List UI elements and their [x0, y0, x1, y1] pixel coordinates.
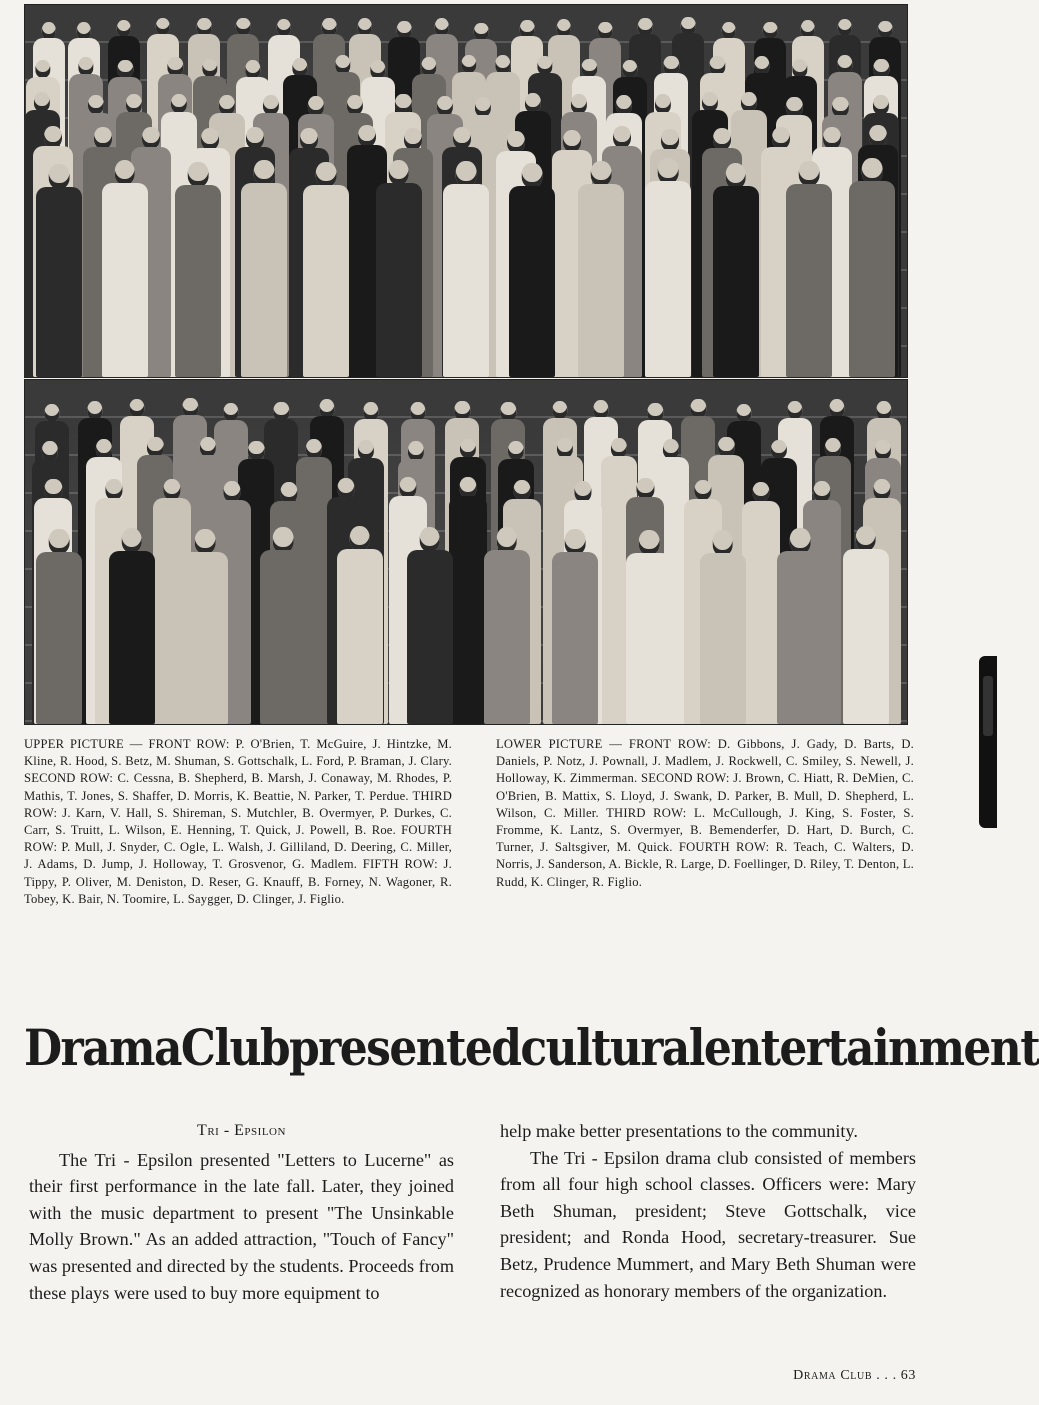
article-column-left [29, 1118, 454, 1306]
headline-word: entertainment [703, 1020, 1039, 1078]
lower-picture-caption: LOWER PICTURE — FRONT ROW: D. Gibbons, J. Gady, D. Barts, D. Daniels, P. Notz, J. Pownall, J. Madlem, J. Rockwell, C. Smiley, S. Newell, J. Holloway, K. Zimmerman. SECOND ROW: J. Brown, C. Hiatt, R. DeMien, C. O'Brien, B. Mattix, S. Lloyd, J. Swank, D. Parker, B. Mull, D. Shepherd, L. Wilson, C. Miller. THIRD ROW: L. McCullough, J. King, S. Foster, S. Fromme, K. Lantz, S. Overmyer, B. Bemenderfer, D. Hart, D. Burch, C. Turner, J. Saltsgiver, M. Quick. FOURTH ROW: R. Teach, C. Walters, D. Norris, J. Sanderson, A. Bickle, R. Large, D. Foellinger, D. Riley, T. Denton, L. Rudd, K. Clinger, R. Figlio. [496, 737, 914, 889]
headline-word: Drama [24, 1020, 181, 1078]
article-paragraph-continued: help make better presentations to the community. [500, 1121, 858, 1141]
article-paragraph: The Tri - Epsilon drama club consisted of members from all four high school classes. Officers were: Mary Beth Shuman, president; Steve Gottschalk, vice president; and Ronda Hood, secretary-treasurer. Sue Betz, Prudence Mummert, and Mary Beth Shuman were recognized as honorary members of the organization. [500, 1147, 916, 1301]
upper-picture-caption: UPPER PICTURE — FRONT ROW: P. O'Brien, T. McGuire, J. Hintzke, M. Kline, R. Hood, S. Betz, M. Shuman, S. Gottschalk, L. Ford, P. Braman, J. Clary. SECOND ROW: C. Cessna, B. Shepherd, B. Marsh, J. Conaway, M. Rhodes, P. Mathis, T. Jones, S. Shaffer, D. Morris, K. Beattie, N. Parker, T. Perdue. THIRD ROW: J. Karn, V. Hall, S. Shireman, S. Mutchler, B. Overmyer, P. Durkes, C. Carr, S. Truitt, L. Wilson, E. Henning, T. Quick, J. Powell, B. Roe. FOURTH ROW: P. Mull, J. Snyder, C. Ogle, L. Walsh, J. Gilliland, D. Deering, C. Miller, J. Adams, D. Jump, J. Holloway, T. Grosvenor, G. Madlem. FIFTH ROW: J. Tippy, P. Oliver, M. Deniston, D. Reser, G. Knauff, B. Forney, N. Wagoner, R. Tobey, K. Bair, N. Toomire, L. Saygger, D. Clinger, J. Figlio. [24, 737, 452, 906]
page-folio: Drama Club . . . 63 [793, 1368, 916, 1383]
upper-group-photo [24, 4, 908, 378]
section-heading: Tri - Epsilon [197, 1122, 286, 1139]
headline-word: presented [289, 1020, 521, 1078]
page-edge-tab [979, 656, 997, 828]
article-paragraph: The Tri - Epsilon presented "Letters to Lucerne" as their first performance in the late fall. Later, they joined with the music department to present "The Unsinkable Molly Brown." As an added attraction, "Touch of Fancy" was presented and directed by the students. Proceeds from these plays were used to buy more equipment to [29, 1149, 454, 1303]
page-headline [24, 1020, 1039, 1078]
article-column-right [500, 1118, 916, 1304]
lower-group-photo [24, 379, 908, 725]
headline-word: cultural [520, 1020, 704, 1078]
headline-word: Club [180, 1020, 290, 1078]
